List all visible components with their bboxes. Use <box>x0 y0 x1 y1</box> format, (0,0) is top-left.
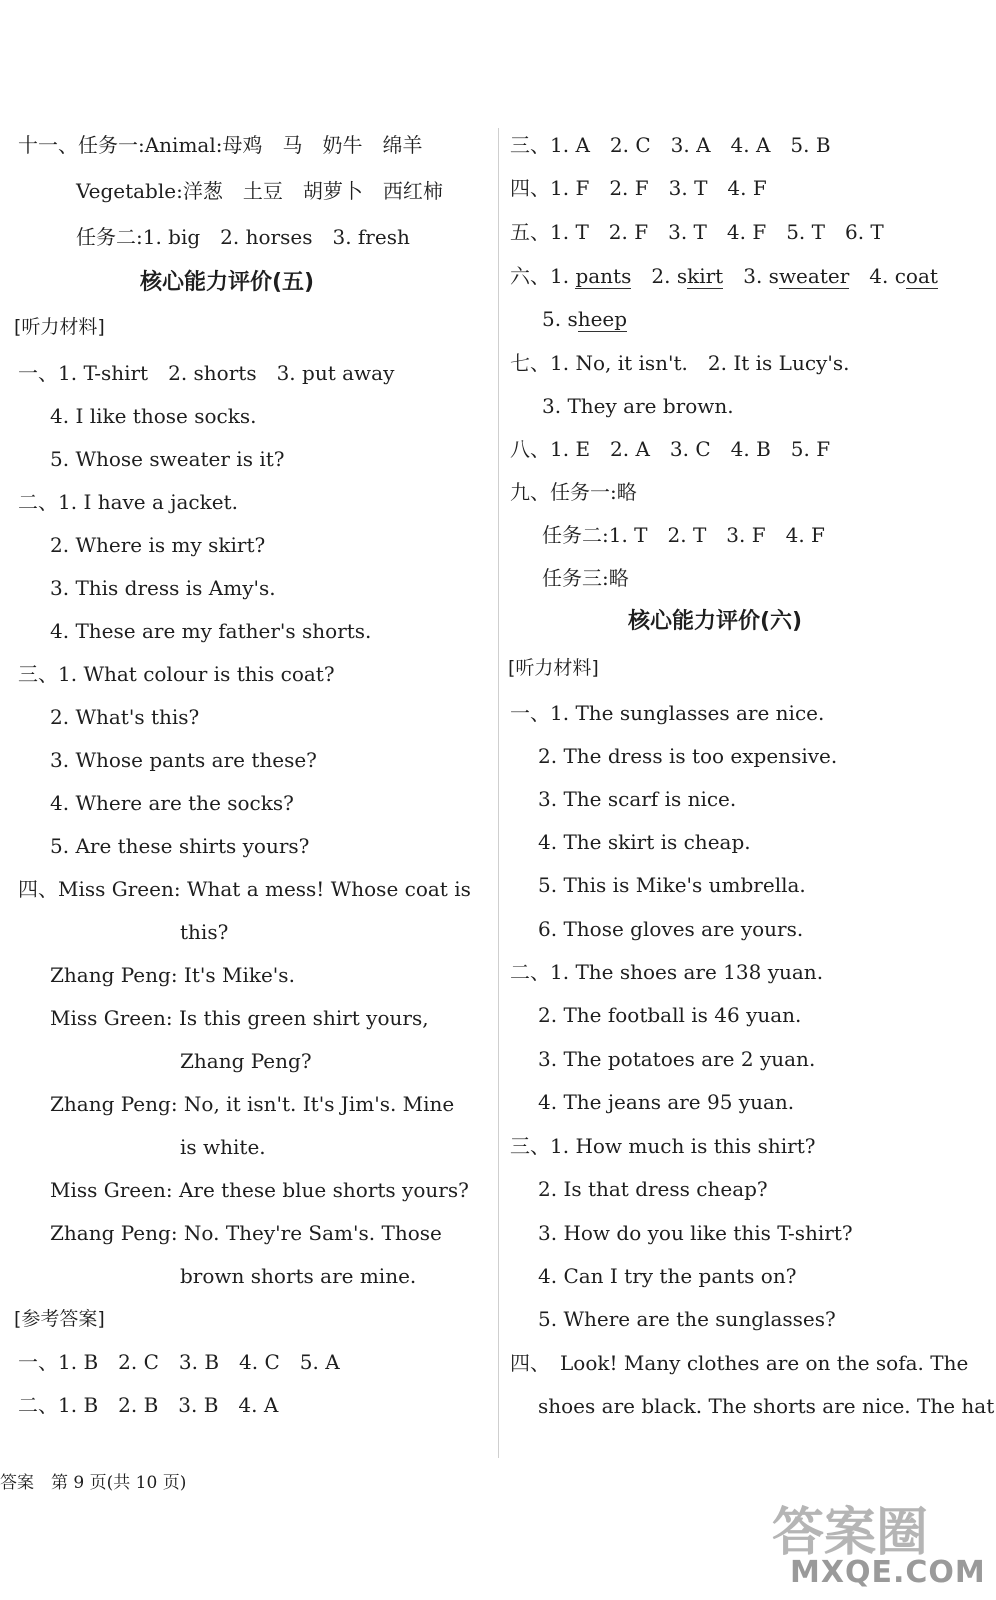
listening-3-line: 3. How do you like this T-shirt? <box>538 1221 853 1245</box>
listening-2-line: 二、1. I have a jacket. <box>18 490 238 514</box>
listening-3-line: 5. Where are the sunglasses? <box>538 1307 836 1331</box>
listening-1-line: 4. The skirt is cheap. <box>538 830 751 854</box>
passage-line: shoes are black. The shorts are nice. The hat <box>538 1394 995 1418</box>
passage-line: 四、 Look! Many clothes are on the sofa. The <box>510 1351 969 1375</box>
dialogue-line: Zhang Peng: No, it isn't. It's Jim's. Mine <box>50 1092 455 1116</box>
listening-1-line: 5. This is Mike's umbrella. <box>538 873 806 897</box>
answer-line-7b: 3. They are brown. <box>542 394 734 418</box>
answer-line-6 <box>510 263 938 289</box>
watermark-logo: 答案圈 <box>772 1503 929 1563</box>
dialogue-line: is white. <box>180 1135 266 1159</box>
answer-6-separator: 3. <box>723 264 769 288</box>
answer-6-letter: s <box>768 264 779 288</box>
listening-1-line: 2. The dress is too expensive. <box>538 744 838 768</box>
listening-label: [听力材料] <box>14 316 105 338</box>
answer-word-sheep: heep <box>577 307 628 331</box>
column-divider <box>498 128 499 1458</box>
answer-line-3: 三、1. A 2. C 3. A 4. A 5. B <box>510 133 831 157</box>
answer-6-letter: s <box>676 264 688 288</box>
dialogue-line: Miss Green: Is this green shirt yours, <box>50 1006 429 1030</box>
listening-label: [听力材料] <box>508 657 599 679</box>
dialogue-line: brown shorts are mine. <box>180 1264 417 1288</box>
section-heading-6: 核心能力评价(六) <box>628 609 803 634</box>
dialogue-line: Miss Green: Are these blue shorts yours? <box>50 1178 469 1202</box>
answer-word-pants: pants <box>575 264 632 288</box>
listening-2-line: 4. The jeans are 95 yuan. <box>538 1090 795 1114</box>
listening-1-line: 一、1. The sunglasses are nice. <box>510 701 825 725</box>
listening-2-line: 2. Where is my skirt? <box>50 533 266 557</box>
listening-3-line: 三、1. What colour is this coat? <box>18 662 335 686</box>
answer-6-separator: 4. <box>849 264 895 288</box>
listening-3-line: 2. Is that dress cheap? <box>538 1177 768 1201</box>
watermark-url: MXQE.COM <box>790 1555 986 1590</box>
listening-2-line: 4. These are my father's shorts. <box>50 619 372 643</box>
listening-1-line: 3. The scarf is nice. <box>538 787 737 811</box>
listening-1-line: 4. I like those socks. <box>50 404 257 428</box>
answer-word-coat: oat <box>905 264 938 288</box>
listening-2-line: 3. The potatoes are 2 yuan. <box>538 1047 816 1071</box>
listening-1-line: 5. Whose sweater is it? <box>50 447 285 471</box>
listening-3-line: 4. Can I try the pants on? <box>538 1264 797 1288</box>
answers-label: [参考答案] <box>14 1308 105 1330</box>
dialogue-line: Zhang Peng: No. They're Sam's. Those <box>50 1221 442 1245</box>
page-footer: 答案 第 9 页(共 10 页) <box>0 1473 187 1493</box>
answer-line-6b <box>542 306 627 332</box>
answer-6-separator: 2. <box>631 264 677 288</box>
section-11-line-2: Vegetable:洋葱 土豆 胡萝卜 西红柿 <box>76 179 443 203</box>
listening-2-line: 2. The football is 46 yuan. <box>538 1003 802 1027</box>
answer-6-prefix: 六、1. <box>510 264 576 288</box>
section-heading-5: 核心能力评价(五) <box>140 270 315 295</box>
answer-line-5: 五、1. T 2. F 3. T 4. F 5. T 6. T <box>510 220 884 244</box>
listening-1-line: 一、1. T-shirt 2. shorts 3. put away <box>18 361 395 385</box>
dialogue-line: 四、Miss Green: What a mess! Whose coat is <box>18 877 471 901</box>
listening-2-line: 3. This dress is Amy's. <box>50 576 276 600</box>
listening-1-line: 6. Those gloves are yours. <box>538 917 804 941</box>
answer-word-skirt: kirt <box>687 264 724 288</box>
dialogue-line: Zhang Peng? <box>180 1049 312 1073</box>
listening-3-line: 3. Whose pants are these? <box>50 748 317 772</box>
answer-line-4: 四、1. F 2. F 3. T 4. F <box>510 176 767 200</box>
section-11-line-1: 十一、任务一:Animal:母鸡 马 奶牛 绵羊 <box>18 133 423 157</box>
answer-word-sweater: weater <box>778 264 850 288</box>
dialogue-line: Zhang Peng: It's Mike's. <box>50 963 295 987</box>
listening-3-line: 5. Are these shirts yours? <box>50 834 310 858</box>
listening-3-line: 4. Where are the socks? <box>50 791 294 815</box>
answer-line-9b: 任务二:1. T 2. T 3. F 4. F <box>542 523 825 547</box>
answer-6b-prefix: 5. s <box>542 307 578 331</box>
listening-2-line: 二、1. The shoes are 138 yuan. <box>510 960 824 984</box>
answer-line-9c: 任务三:略 <box>542 566 629 590</box>
answer-line-2: 二、1. B 2. B 3. B 4. A <box>18 1393 279 1417</box>
dialogue-line: this? <box>180 920 229 944</box>
answer-6-letter: c <box>894 264 906 288</box>
answer-line-8: 八、1. E 2. A 3. C 4. B 5. F <box>510 437 831 461</box>
answer-line-9: 九、任务一:略 <box>510 480 637 504</box>
section-11-line-3: 任务二:1. big 2. horses 3. fresh <box>76 225 410 249</box>
answer-line-1: 一、1. B 2. C 3. B 4. C 5. A <box>18 1350 340 1374</box>
answer-line-7: 七、1. No, it isn't. 2. It is Lucy's. <box>510 351 850 375</box>
listening-3-line: 三、1. How much is this shirt? <box>510 1134 816 1158</box>
listening-3-line: 2. What's this? <box>50 705 200 729</box>
